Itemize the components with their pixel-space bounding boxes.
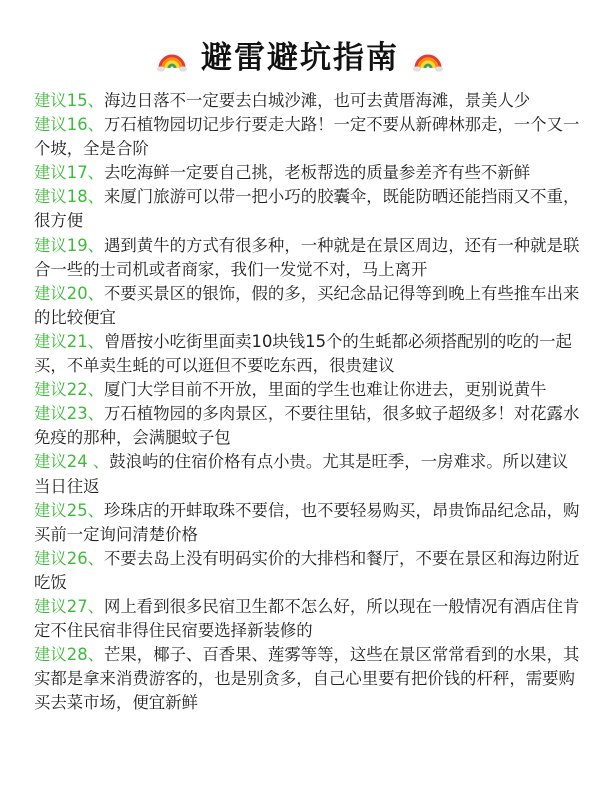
tip-text: 厦门大学目前不开放，里面的学生也难让你进去，更别说黄牛 [104,380,547,400]
tip-item [34,378,582,402]
tip-item [34,234,582,282]
tip-item [34,89,582,113]
tip-label: 建议28、 [34,645,105,665]
tip-item [34,499,582,547]
tip-item [34,282,582,330]
tip-item [34,643,582,715]
tip-text: 万石植物园切记步行要走大路！一定不要从新碑林那走，一个又一个坡，全是合阶 [34,115,580,159]
page-header [0,30,600,86]
tip-label: 建议16、 [34,115,105,135]
tip-item [34,402,582,450]
rainbow-icon [413,43,443,73]
rainbow-icon [157,43,187,73]
tip-label: 建议15、 [34,91,105,110]
tip-item [34,330,582,378]
tip-label: 建议23、 [34,404,105,424]
tip-label: 建议19、 [34,235,105,255]
tip-label: 建议21、 [34,331,105,351]
tip-label: 建议22、 [34,380,105,400]
tip-item [34,595,582,643]
tip-text: 不要去岛上没有明码实价的大排档和餐厅，不要在景区和海边附近吃饭 [34,548,580,592]
tip-item [34,450,582,498]
tip-label: 建议18、 [34,187,105,207]
tip-text: 珍珠店的开蚌取珠不要信，也不要轻易购买，昂贵饰品纪念品，购买前一定询问清楚价格 [34,500,580,544]
tip-label: 建议26、 [34,548,105,568]
page-title: 避雷避坑指南 [201,40,399,76]
tip-label: 建议20、 [34,283,105,303]
tips-list [34,89,582,715]
tip-item [34,161,582,185]
tip-text: 芒果，椰子、百香果、莲雾等等，这些在景区常常看到的水果，其实都是拿来消费游客的，也是别贪多，自己心里要有把价钱的杆秤，需要购买去菜市场，便宜新鲜 [34,645,580,713]
tip-label: 建议27、 [34,596,105,616]
tip-text: 万石植物园的多肉景区，不要往里钻，很多蚊子超级多！对花露水免疫的那种，会满腿蚊子包 [34,404,580,448]
tip-text: 鼓浪屿的住宿价格有点小贵。尤其是旺季，一房难求。所以建议当日往返 [34,452,569,496]
tip-item [34,113,582,161]
tip-item [34,185,582,233]
tip-text: 曾厝按小吃街里面卖10块钱15个的生蚝都必须搭配别的吃的一起买，不单卖生蚝的可以逛但不要吃东西，很贵建议 [34,331,572,376]
tip-text: 海边日落不一定要去白城沙滩，也可去黄厝海滩，景美人少 [104,91,531,110]
tip-label: 建议17、 [34,163,105,183]
tip-text: 不要买景区的银饰，假的多，买纪念品记得等到晚上有些推车出来的比较便宜 [34,283,580,327]
tip-item [34,547,582,595]
tip-label: 建议24 、 [34,452,110,472]
tip-label: 建议25、 [34,500,105,520]
tip-text: 去吃海鲜一定要自己挑，老板帮选的质量参差齐有些不新鲜 [104,163,531,183]
tip-text: 遇到黄牛的方式有很多种，一种就是在景区周边，还有一种就是联合一些的士司机或者商家，我们一发觉不对，马上离开 [34,235,580,279]
tip-text: 来厦门旅游可以带一把小巧的胶囊伞，既能防晒还能挡雨又不重，很方便 [34,187,580,231]
tip-text: 网上看到很多民宿卫生都不怎么好，所以现在一般情况有酒店住肯定不住民宿非得住民宿要选择新装修的 [34,596,580,641]
